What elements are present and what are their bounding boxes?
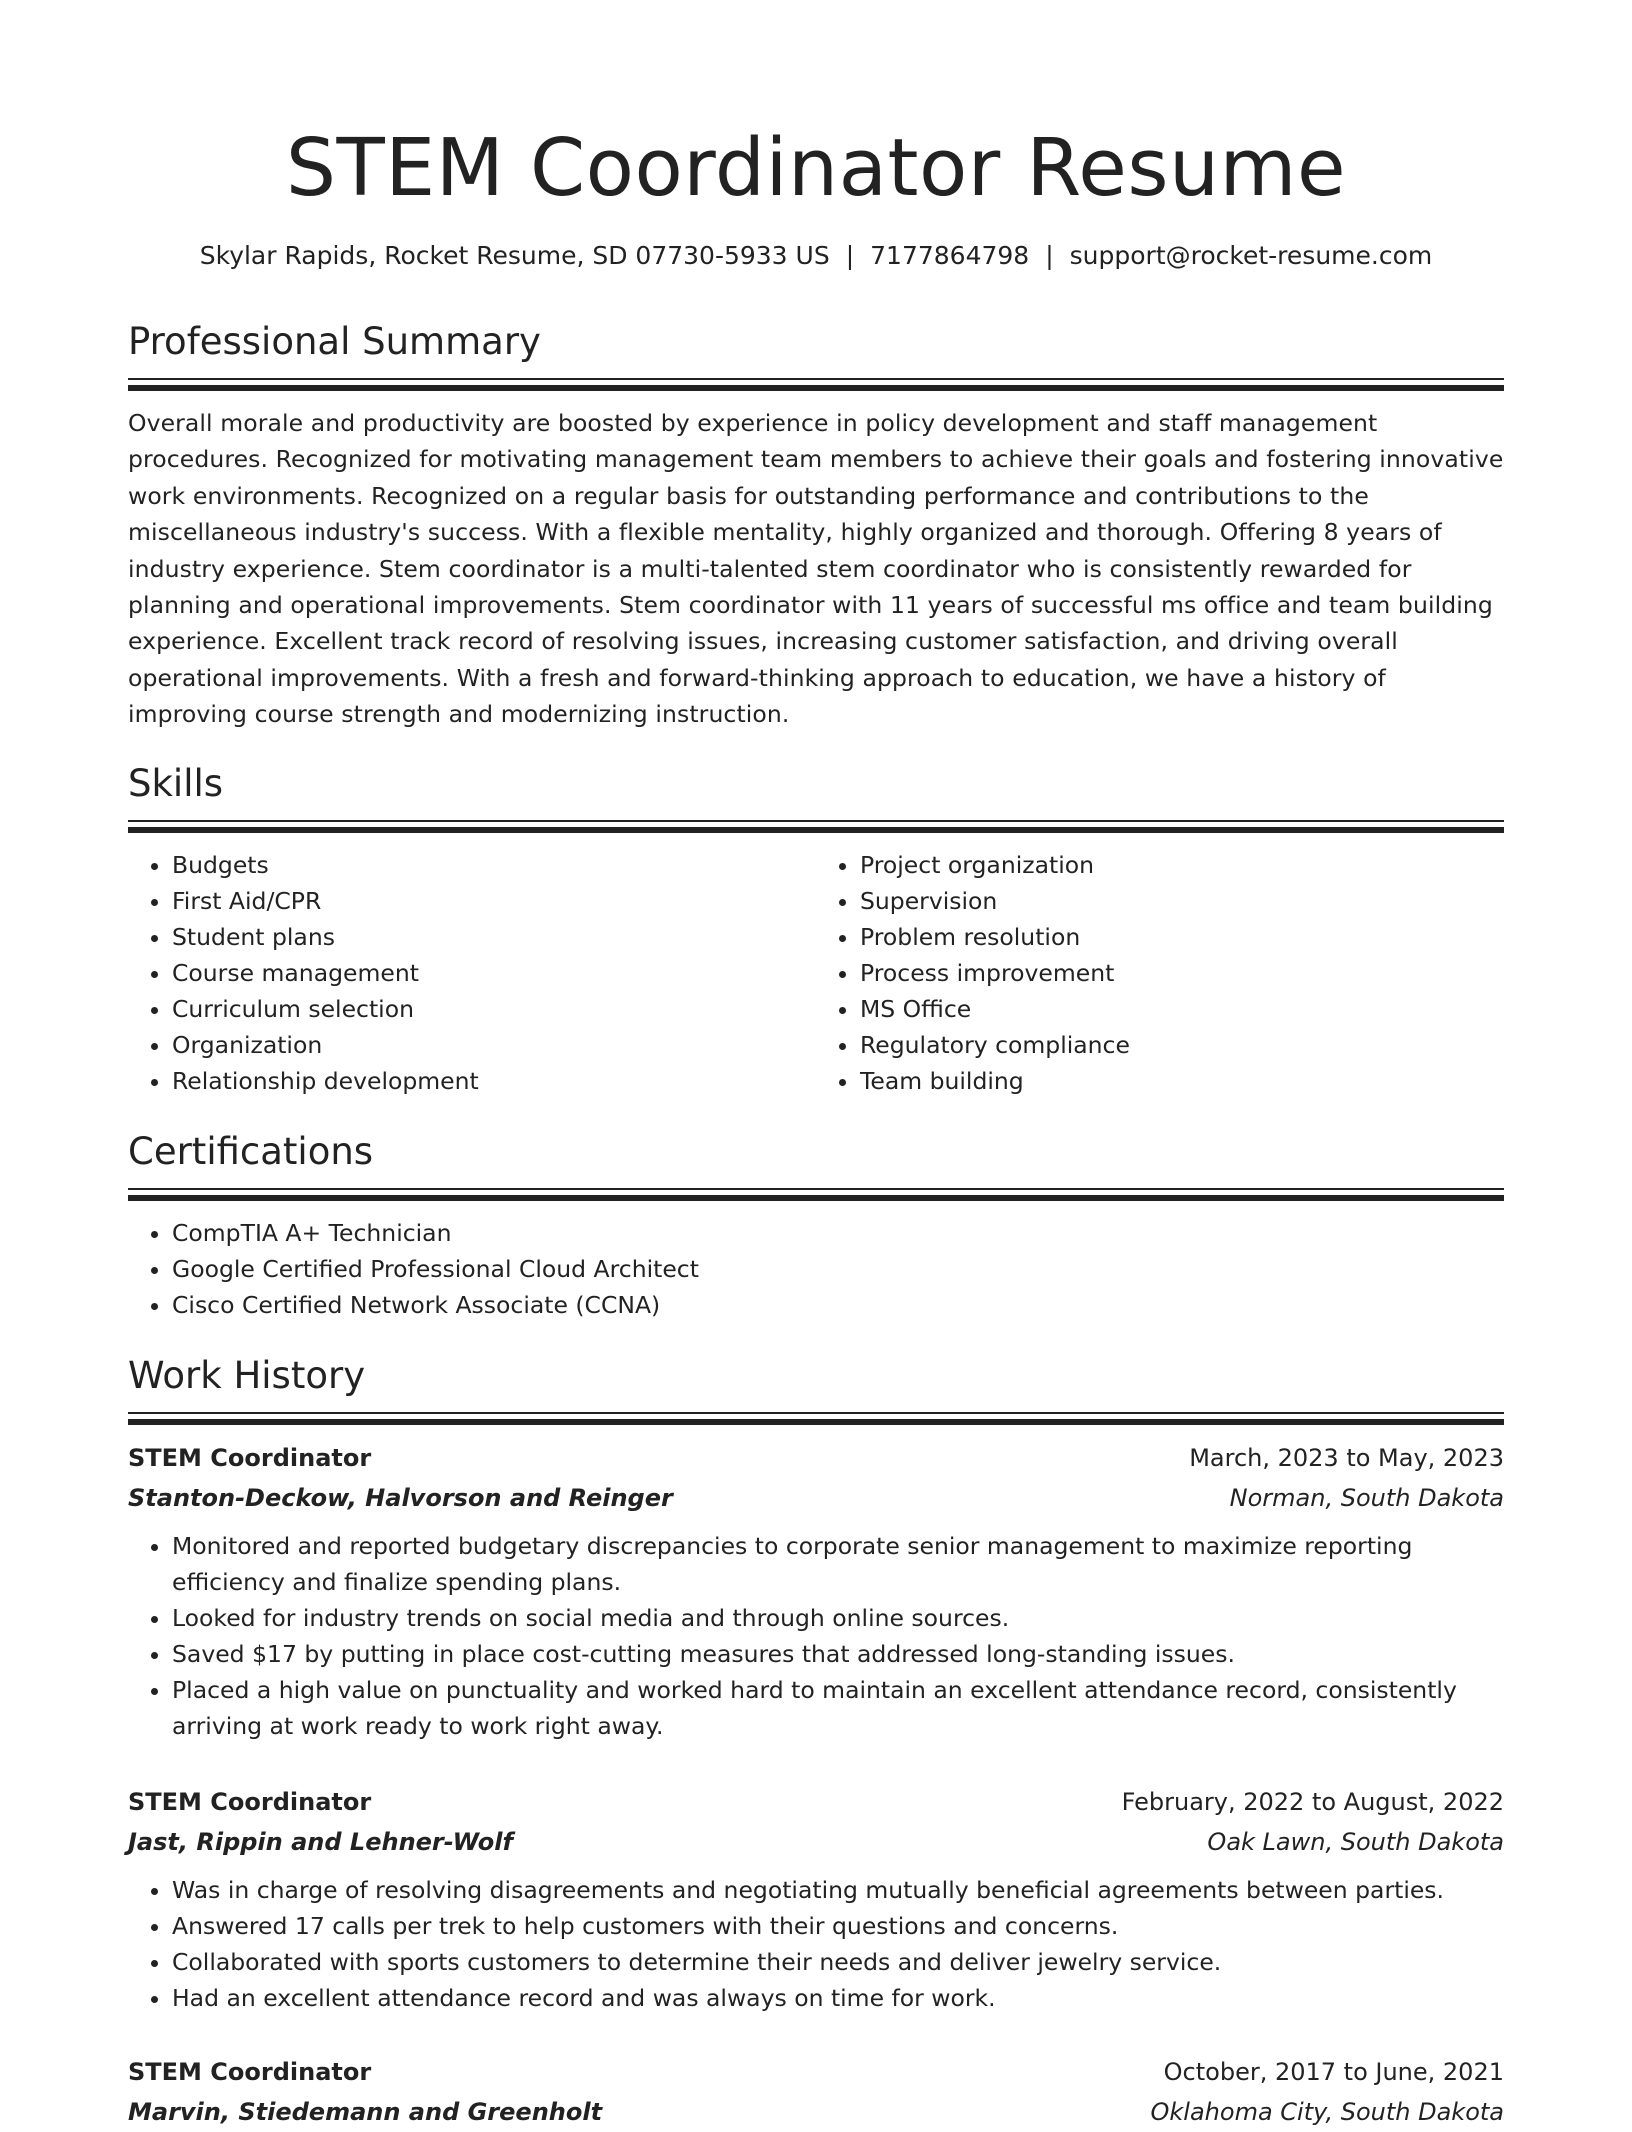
job-bullet: • Saved $17 by putting in place cost-cutting measures that addressed long-standing issues.	[172, 1636, 1504, 1672]
job-bullet: • Answered 17 calls per trek to help customers with their questions and concerns.	[172, 1908, 1504, 1944]
certification-item: • Cisco Certified Network Associate (CCNA)	[172, 1287, 1504, 1323]
resume-title: STEM Coordinator Resume	[285, 122, 1347, 214]
job-bullet: • Was in charge of resolving disagreements and negotiating mutually beneficial agreements between parties.	[172, 1872, 1504, 1908]
contact-address: Skylar Rapids, Rocket Resume, SD 07730-5933 US	[199, 241, 830, 270]
certifications-heading: Certifications	[128, 1130, 374, 1173]
job-entry	[128, 2052, 1504, 2132]
certification-item: • CompTIA A+ Technician	[172, 1215, 1504, 1251]
job-bullets	[128, 1872, 1504, 2016]
contact-phone: 7177864798	[870, 241, 1030, 270]
job-location: Oklahoma City, South Dakota	[1150, 2098, 1504, 2126]
job-company: Stanton-Deckow, Halvorson and Reinger	[128, 1484, 673, 1512]
skill-item: • Problem resolution	[860, 919, 1504, 955]
work-history-heading: Work History	[128, 1354, 366, 1397]
skills-section	[128, 760, 1504, 1099]
job-subheader	[128, 2092, 1504, 2132]
job-title: STEM Coordinator	[128, 2058, 372, 2086]
skill-item: • Supervision	[860, 883, 1504, 919]
section-divider	[128, 820, 1504, 833]
job-bullet: • Collaborated with sports customers to determine their needs and deliver jewelry service.	[172, 1944, 1504, 1980]
skills-columns	[128, 847, 1504, 1099]
job-bullet: • Looked for industry trends on social media and through online sources.	[172, 1600, 1504, 1636]
job-bullets	[128, 1528, 1504, 1744]
skill-item: • Relationship development	[172, 1063, 816, 1099]
summary-section	[128, 318, 1504, 733]
section-divider	[128, 1412, 1504, 1425]
certifications-list	[128, 1215, 1504, 1323]
contact-separator: |	[845, 241, 855, 270]
job-header	[128, 1782, 1504, 1822]
skill-item: • Course management	[172, 955, 816, 991]
contact-separator: |	[1045, 241, 1054, 270]
skills-heading: Skills	[128, 762, 224, 805]
section-divider	[128, 378, 1504, 391]
skill-item: • Curriculum selection	[172, 991, 816, 1027]
job-dates: October, 2017 to June, 2021	[1163, 2058, 1504, 2086]
job-entry	[128, 1782, 1504, 2016]
summary-text: Overall morale and productivity are boosted by experience in policy development and staff management procedures. Recognized for motivating management team members to achieve their goals and fostering innovative work environments. Recognized on a regular basis for outstanding performance and contributions to the miscellaneous industry's success. With a flexible mentality, highly organized and thorough. Offering 8 years of industry experience. Stem coordinator is a multi-talented stem coordinator who is consistently rewarded for planning and operational improvements. Stem coordinator with 11 years of successful ms office and team building experience. Excellent track record of resolving issues, increasing customer satisfaction, and driving overall operational improvements. With a fresh and forward-thinking approach to education, we have a history of improving course strength and modernizing instruction.	[128, 409, 1504, 729]
job-title: STEM Coordinator	[128, 1788, 372, 1816]
skill-item: • Regulatory compliance	[860, 1027, 1504, 1063]
section-divider	[128, 1188, 1504, 1201]
job-subheader	[128, 1478, 1504, 1518]
job-entry	[128, 1438, 1504, 1744]
job-dates: March, 2023 to May, 2023	[1189, 1444, 1504, 1472]
certifications-section	[128, 1128, 1504, 1323]
contact-email[interactable]: support@rocket-resume.com	[1069, 241, 1433, 270]
skill-item: • Student plans	[172, 919, 816, 955]
job-location: Norman, South Dakota	[1229, 1484, 1504, 1512]
skill-item: • MS Office	[860, 991, 1504, 1027]
job-dates: February, 2022 to August, 2022	[1121, 1788, 1504, 1816]
skill-item: • First Aid/CPR	[172, 883, 816, 919]
skill-item: • Organization	[172, 1027, 816, 1063]
job-bullet: • Had an excellent attendance record and was always on time for work.	[172, 1980, 1504, 2016]
skill-item: • Project organization	[860, 847, 1504, 883]
summary-heading: Professional Summary	[128, 320, 541, 363]
job-header	[128, 1438, 1504, 1478]
job-title: STEM Coordinator	[128, 1444, 372, 1472]
job-company: Jast, Rippin and Lehner-Wolf	[128, 1828, 513, 1856]
certification-item: • Google Certified Professional Cloud Architect	[172, 1251, 1504, 1287]
skill-item: • Team building	[860, 1063, 1504, 1099]
contact-line	[128, 238, 1504, 274]
job-bullet: • Monitored and reported budgetary discrepancies to corporate senior management to maximize reporting efficiency and finalize spending plans.	[172, 1528, 1504, 1600]
skills-list-left	[128, 847, 816, 1099]
skill-item: • Process improvement	[860, 955, 1504, 991]
job-company: Marvin, Stiedemann and Greenholt	[128, 2098, 603, 2126]
job-header	[128, 2052, 1504, 2092]
skill-item: • Budgets	[172, 847, 816, 883]
job-bullet: • Placed a high value on punctuality and worked hard to maintain an excellent attendance record, consistently arriving at work ready to work right away.	[172, 1672, 1504, 1744]
job-subheader	[128, 1822, 1504, 1862]
job-location: Oak Lawn, South Dakota	[1207, 1828, 1504, 1856]
work-history-section	[128, 1352, 1504, 1425]
skills-list-right	[816, 847, 1504, 1099]
